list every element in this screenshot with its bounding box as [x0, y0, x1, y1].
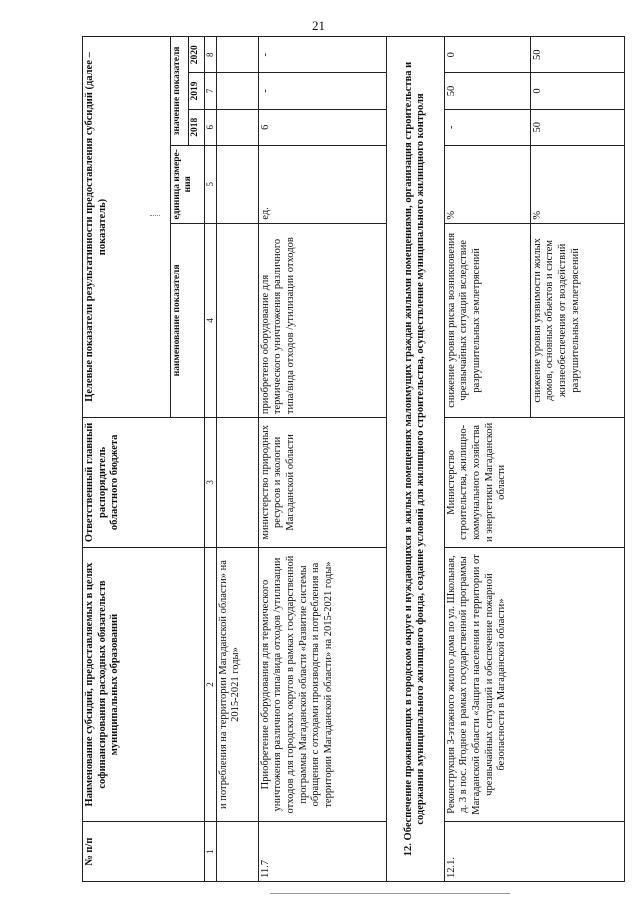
- continuation-row: [216, 37, 258, 882]
- row-num: 12.1.: [444, 822, 624, 882]
- value-2019: -: [258, 73, 386, 109]
- indicator-name: снижение уровня уязвимости жилых домов, основных объектов и систем жизнеобеспечения от воздействий разрушительных землетрясений: [530, 223, 624, 417]
- col-number: 3: [205, 418, 217, 548]
- col-number: 5: [205, 145, 217, 223]
- col-number: 6: [205, 109, 217, 145]
- header-resp: Ответственный главный распорядитель областного бюджета: [83, 418, 205, 548]
- rotated-table-container: [82, 36, 622, 882]
- row-resp: Министерство строительства, жилищно-коммунального хозяйства и энергетики Магаданской области: [444, 418, 624, 548]
- row-num: 11.7: [258, 822, 386, 882]
- subsidy-table: [82, 36, 625, 882]
- row-name: Реконструкция 3-этажного жилого дома по ул. Школьная, д. 3 в пос. Ягодное в рамках государственной программы Магаданской области «Защита населения и территории от чрезвычайных ситуаций и обеспечение пожарной безопасности в Магаданской области»: [444, 547, 624, 822]
- header-ind-name: наименование показателя: [171, 223, 205, 417]
- col-number: 2: [205, 547, 217, 822]
- value-2020: 0: [444, 37, 530, 73]
- value-2020: 50: [530, 37, 624, 73]
- header-targets: Целевые показатели результативности предоставления субсидий (далее – показатель): [83, 37, 171, 418]
- indicator-name: приобретено оборудование для термического уничтожения различного типа/вида отходов /утилизации отходов: [258, 223, 386, 417]
- page-number: 21: [312, 18, 325, 33]
- bottom-rule: [270, 893, 510, 894]
- header-num: № п/п: [83, 822, 205, 882]
- header-name: Наименование субсидий, предоставляемых в целях софинансирования расходных обязательств муниципальных образований: [83, 547, 205, 822]
- indicator-name: снижение уровня риска возникновения чрезвычайных ситуаций вследствие разрушительных землетрясений: [444, 223, 530, 417]
- row-name: Приобретение оборудования для термического уничтожения различного типа/вида отходов /утилизации отходов для городских округов в рамках государственной программы Магаданской области «Развитие системы обращения с отходами производства и потребления на территории Магаданской области» на 2015-2021 годы»: [258, 547, 386, 822]
- table-row-11-7: [258, 37, 386, 882]
- header-2019: 2019: [189, 73, 205, 109]
- row-resp: министерство природных ресурсов и экологии Магаданской области: [258, 418, 386, 548]
- col-number: 4: [205, 223, 217, 417]
- header-values: значение показателя: [171, 37, 189, 146]
- indicator-unit: %: [530, 145, 624, 223]
- margin-mark: [150, 215, 160, 216]
- value-2019: 50: [444, 73, 530, 109]
- value-2018: 6: [258, 109, 386, 145]
- section-title: 12. Обеспечение проживающих в городском округе и нуждающихся в жилых помещениях малоимущих граждан жилыми помещениями, организация строительства и содержания муниципального жилищного фонда, создание условий для жилищного строительства, осуществление муниципального жилищного контроля: [386, 37, 444, 882]
- value-2020: -: [258, 37, 386, 73]
- table-row-12-1: [444, 37, 530, 882]
- indicator-unit: ед.: [258, 145, 386, 223]
- indicator-unit: %: [444, 145, 530, 223]
- header-2020: 2020: [189, 37, 205, 73]
- continuation-text: и потребления на территории Магаданской области» на 2015-2021 годы»: [216, 547, 258, 822]
- col-number: 1: [205, 822, 217, 882]
- header-unit: единица измере-ния: [171, 145, 205, 223]
- value-2019: 0: [530, 73, 624, 109]
- col-number: 7: [205, 73, 217, 109]
- header-2018: 2018: [189, 109, 205, 145]
- section-12-row: [386, 37, 444, 882]
- col-number: 8: [205, 37, 217, 73]
- column-numbers-row: [205, 37, 217, 882]
- value-2018: -: [444, 109, 530, 145]
- value-2018: 50: [530, 109, 624, 145]
